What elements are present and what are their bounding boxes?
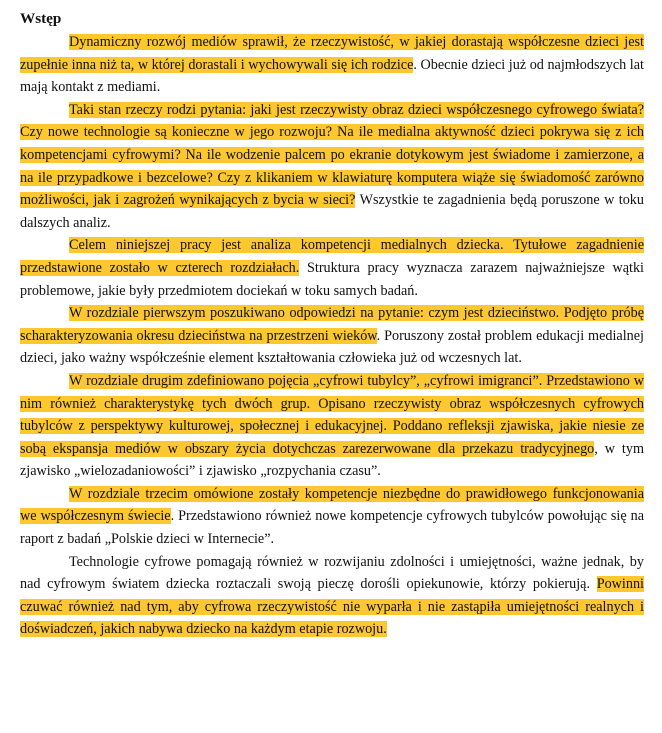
highlighted-text: W rozdziale pierwszym poszukiwano odpowiedzi na pytanie: czym jest dzieciństwo. Podjęto próbę scharakteryzowania okresu dzieciństwa na przestrzeni wieków — [20, 305, 644, 344]
highlighted-text: W rozdziale trzecim omówione zostały kompetencje niezbędne do prawidłowego funkcjonowania we współczesnym świecie — [20, 485, 644, 525]
plain-text: . Poruszony został problem edukacji medialnej dzieci, jako ważny współcześnie element kształtowania człowieka już od wczesnych lat. — [20, 327, 644, 367]
highlighted-text: Dynamiczny rozwój mediów sprawił, że rzeczywistość, w jakiej dorastają współczesne dzieci jest zupełnie inna niż ta, w której dorastali i wychowywali się ich rodzice — [20, 34, 644, 73]
plain-text: Technologie cyfrowe pomagają również w rozwijaniu zdolności i umiejętności, ważne jednak, by nad cyfrowym światem dziecka roztaczali swoją pieczę dorośli opiekunowie, którzy pokierują. — [20, 553, 644, 593]
highlighted-text: Powinni czuwać również nad tym, aby cyfrowa rzeczywistość nie wyparła i nie zastąpiła umiejętności realnych i doświadczeń, jakich nabywa dziecko na każdym etapie rozwoju. — [20, 576, 644, 638]
paragraph-7 — [20, 551, 644, 641]
plain-text: Struktura pracy wyznacza zarazem najważniejsze wątki problemowe, jakie były przedmiotem dociekań w toku samych badań. — [20, 259, 644, 299]
paragraph-6 — [20, 483, 644, 551]
paragraph-4 — [20, 302, 644, 370]
plain-text: Wszystkie te zagadnienia będą poruszone w toku dalszych analiz. — [20, 192, 644, 231]
paragraph-3 — [20, 234, 644, 302]
paragraph-5 — [20, 370, 644, 483]
paragraph-2 — [20, 99, 644, 235]
paragraph-1 — [20, 31, 644, 99]
section-heading: Wstęp — [20, 10, 62, 27]
highlighted-text: Celem niniejszej pracy jest analiza kompetencji medialnych dziecka. Tytułowe zagadnienie przedstawione zostało w czterech rozdziałach. — [20, 237, 644, 276]
plain-text: , w tym zjawisko „wielozadaniowości” i zjawisko „rozpychania czasu”. — [20, 440, 644, 480]
plain-text: . Przedstawiono również nowe kompetencje cyfrowych tubylców powołując się na raport z badań „Polskie dzieci w Internecie”. — [20, 508, 644, 548]
highlighted-text: W rozdziale drugim zdefiniowano pojęcia „cyfrowi tubylcy”, „cyfrowi imigranci”. Przedstawiono w nim również charakterystykę tych dwóch grup. Opisano rzeczywisty obraz współczesnych cyfrowych tubylców z perspektywy kulturowej, społecznej i edukacyjnej. Poddano refleksji zjawiska, jakie niesie ze sobą ekspansja mediów w obszary życia dotychczas zarezerwowane dla przekazu tradycyjnego — [20, 372, 644, 457]
highlighted-text: Taki stan rzeczy rodzi pytania: jaki jest rzeczywisty obraz dzieci współczesnego cyfrowego świata? Czy nowe technologie są konieczne w jego rozwoju? Na ile medialna aktywność dzieci pokrywa się z ich kompetencjami cyfrowymi? Na ile wodzenie palcem po ekranie dotykowym jest świadome i zamierzone, a na ile przypadkowe i bezcelowe? Czy z klikaniem w klawiaturę komputera wiąże się świadomość zarówno możliwości, jak i zagrożeń wynikających z bycia w sieci? — [20, 101, 644, 209]
plain-text: . Obecnie dzieci już od najmłodszych lat mają kontakt z mediami. — [20, 56, 644, 96]
